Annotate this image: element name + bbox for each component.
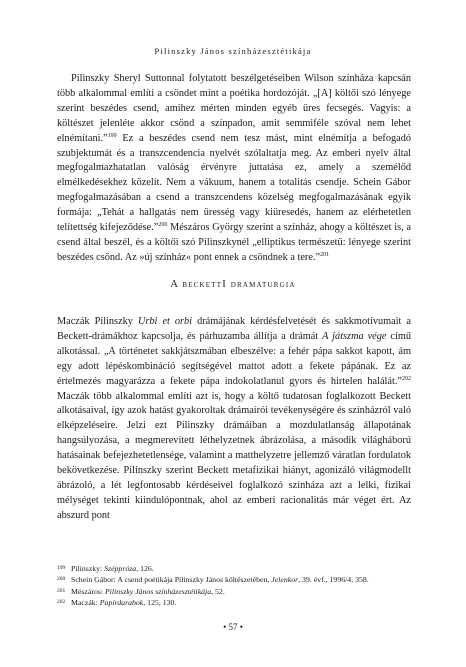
footnote-number: 200 [57, 576, 66, 583]
text-segment: Ez a beszédes csend nem tesz mást, mint elnémítja a befogadó szubjektumát és a transzcendencia nyelvét szólaltatja meg. Az emberi nyelv által megfogalmazhatatlan valóság érvényre juttatása ez, amely a személőd elmélkedésekhez közelít. Nem a vákuum, hanem a totalitás csendje. Schein Gábor megfogalmazásában a csend a transzcendens közelség megfogalmazásának egyik formája: „Tehát a hallgatás nem üresség vagy kiüresedés, hanem az elérhetetlen telítettség kifejeződése.” [57, 132, 411, 234]
footnotes [57, 563, 411, 609]
footnote-number: 199 [57, 565, 66, 571]
paragraph-beckett [57, 315, 411, 524]
footnote [57, 563, 411, 574]
footnote-text: Mészáros: [71, 586, 105, 596]
page-number: • 57 • [223, 622, 243, 632]
section-heading: A beckettI dramaturgia [170, 279, 296, 290]
text-segment: Maczák több alkalommal említi azt is, hogy a költő tudatosan foglalkozott Beckett alkotásaival, így azok hatást gyakoroltak drámaírói tevékenységére és színházról való elképzeléseire. Jelzi ezt Pilinszky drámáiban a mozdulatlanság állapotának hangsúlyozása, a megmerevített léthelyzetnek ábrázolása, a második világháború hatásainak befejezhetetlensége, valamint a matthelyzetre jellemző váratlan fordulatok bekövetkezése. Pilinszky szerint Beckett metafizikai hiányt, agonizáló világmodellt ábrázoló, a lét legfontosabb kérdéseivel foglalkozó színháza azt a lelki, fizikai mélységet tekinti kiindulópontnak, ahol az emberi racionalitás már véget ért. Az abszurd pont [57, 390, 411, 521]
text-segment: Pilinszky Sheryl Suttonnal folytatott beszélgetéseiben Wilson színháza kapcsán több alkalommal említi a csöndet mint a poétika hordozóját. „[A] költői szó lényege szerint beszédes csend, amihez mérten minden egyéb üres fecsegés. Vagyis: a költészet jelenléte akkor csönd a színpadon, amit semmiféle szóval nem lehet elnémítani.” [57, 73, 411, 144]
footnote-text: , 125, 130. [143, 598, 177, 608]
footnote-ref[interactable]: 201 [320, 251, 330, 258]
footnote-text: Maczák: [71, 598, 100, 608]
footnote-text: , 39. évf., 1996/4, 358. [298, 575, 369, 585]
footnote-number: 201 [57, 587, 66, 594]
text-segment: Mészáros György szerint a színház, ahogy a költészet is, a csend által beszél, és a költői szó Pilinszkynél „elliptikus természetű: lényege szerint beszédes csönd. Az »új színház« pont ennek a csöndnek a tere.” [57, 222, 411, 263]
text-segment: Maczák Pilinszky [57, 316, 138, 327]
running-head: Pilinszky János színházesztétikája [154, 46, 312, 56]
footnote [57, 597, 411, 608]
footnote-text: , 126. [136, 564, 154, 573]
footnote-title: Jelenkor [271, 575, 299, 585]
footnote-title: Papírdarabok [99, 598, 144, 608]
footnote-text: Schein Gábor: A csend poétikája Pilinszky János költészetében, [71, 575, 272, 585]
footnote-text: Pilinszky: [71, 564, 105, 573]
footnote-ref[interactable]: 202 [402, 375, 411, 382]
footnote [57, 574, 411, 585]
footnote-ref[interactable]: 200 [158, 222, 168, 229]
work-title: Urbi et orbi [137, 316, 193, 327]
text-segment: című alkotással. „A történetet sakkjátszmában elbeszélve: a fehér pápa sakkot kapott, ám egy adott lépéskombináció segítségével mattot adott a fekete pápának. Ez az értelmezés magyarázza a fekete pápa indokolatlanul gyors és hirtelen halálát.” [57, 330, 411, 387]
footnote-title: Széppróza [104, 564, 137, 573]
text-segment: drámájának kérdésfelvetését és sakkmotívumait a Beckett-drámákhoz kapcsolja, és párhuzamba állítja a drámát [57, 316, 412, 342]
footnote-title: Pilinszky János színházesztétikája [105, 586, 212, 596]
paragraph-silence [57, 72, 411, 266]
footnote-ref[interactable]: 199 [107, 132, 117, 139]
footnote-text: , 52. [211, 586, 225, 596]
footnote-number: 202 [57, 599, 66, 606]
footnote [57, 586, 411, 597]
work-title: A játszma vége [322, 330, 387, 342]
